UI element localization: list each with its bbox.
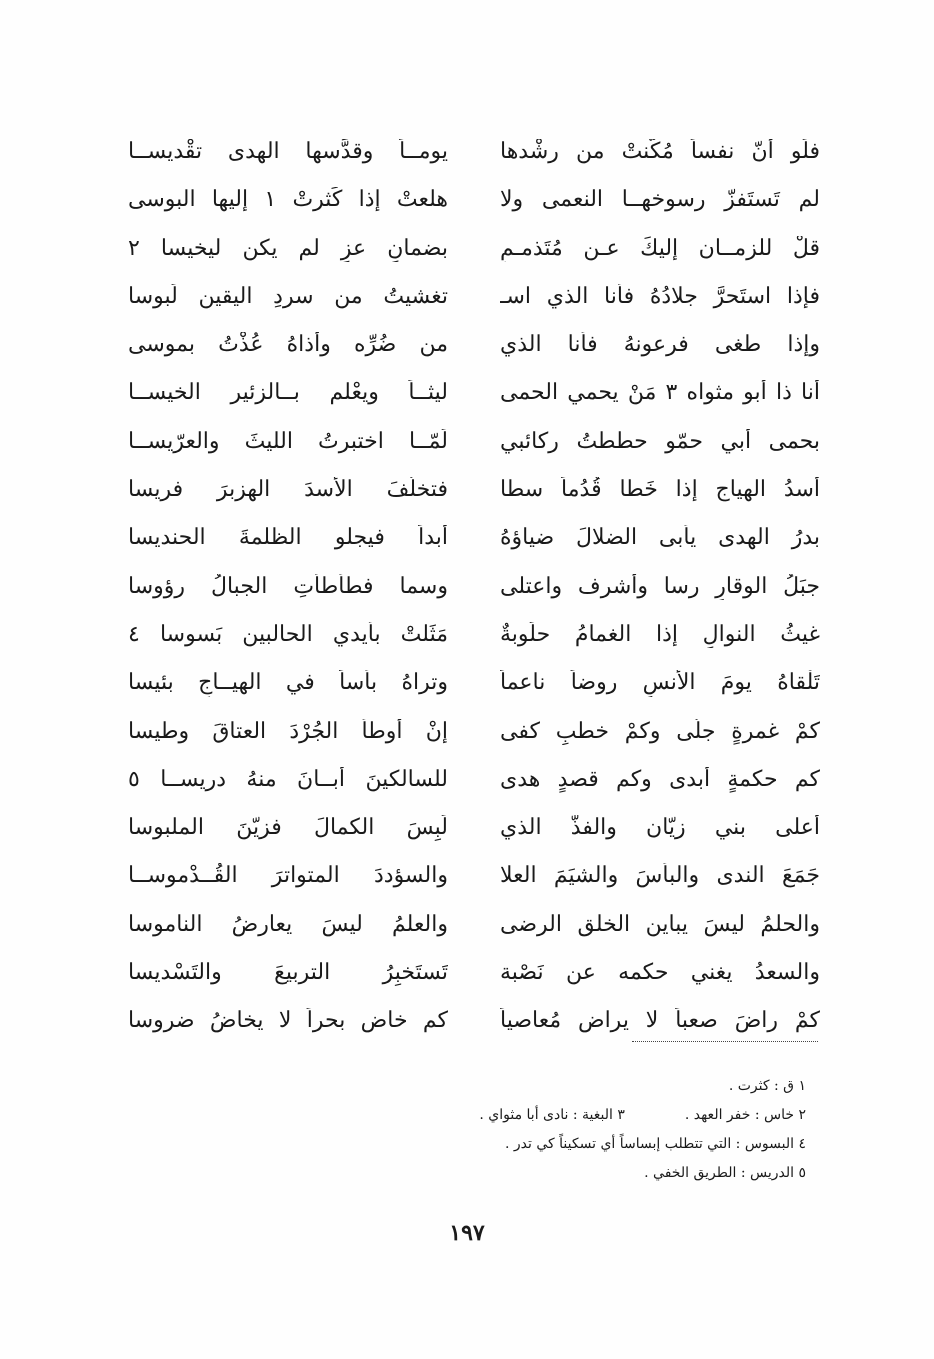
footnote: ٢ خاس : خفر العهد . [684,1107,806,1123]
verse-second-hemistich: وتراهُ بأساً في الهيــاجِ بئيسا [128,670,448,696]
verse-second-hemistich: والعلمُ ليسَ يعارضُ الناموسا [128,911,448,937]
verse-second-hemistich: بضمانِ عزٍ لم يكن ليخيسا ٢ [128,235,448,261]
verse-first-hemistich: أنا ذا أبو مثواه ٣ مَنْ يحمي الحمى [500,380,820,406]
footnote-row [246,1130,806,1159]
verse-first-hemistich: غيثُ النوالِ إذا الغمامُ حلَوبةٌ [500,621,820,647]
verse-second-hemistich: من ضُرِّه وأذاهُ عُذْتُ بموسى [128,332,448,358]
verse-first-hemistich: كم حكمةٍ أبدى وكم قصدٍ هدى [500,766,820,792]
verse [120,611,820,659]
verse-first-hemistich: جبَلُ الوقارِ رسا وأشرف واعتلى [500,573,820,599]
verse [120,321,820,369]
verse-second-hemistich: والسؤددَ المتواترَ القُــدْموســا [128,863,448,889]
verse [120,756,820,804]
verse [120,176,820,224]
verse-second-hemistich: للسالكينَ أبــانَ منهُ دريســا ٥ [128,766,448,792]
verse [120,466,820,514]
verse-first-hemistich: وإذا طغى فرعونهُ فأنا الذي [500,332,820,358]
verse [120,225,820,273]
verse [120,804,820,852]
verse-first-hemistich: فلَو أنّ نفساً مُكّنتْ من رشْدها [500,138,820,164]
footnote: ١ ق : كثرت . [728,1078,806,1094]
footnote-row [246,1159,806,1188]
verse [120,852,820,900]
verse-second-hemistich: يومــاً وقدَّسها الهدى تقْديســا [128,138,448,164]
verse-second-hemistich: وسما فطأطأتِ الجبالُ رؤوسا [128,573,448,599]
verse-second-hemistich: تغشيتُ من سردِ اليقينِ لَبوسا [128,283,448,309]
verse-first-hemistich: فإذا استَحرَّ جلادُهُ فأنا الذي اسـ [500,283,820,309]
verse-first-hemistich: بحمى أبي حمّو حططتُ ركائبي [500,428,820,454]
verse [120,563,820,611]
verse-first-hemistich: والحلمُ ليسَ يباين الخلق الرضى [500,911,820,937]
verse-second-hemistich: تَستَخبِرُ التربيعَ والتَسْديسا [128,960,448,985]
poem [120,128,820,1046]
verse-second-hemistich: كم خاض بحراً لا يخاضُ ضروسا [128,1008,448,1034]
page-number: ١٩٧ [449,1220,485,1246]
footnote: ٥ الدريس : الطريق الخفي . [644,1165,806,1181]
verse-first-hemistich: كمْ غمرةٍ جلّى وكمْ خطبٍ كفى [500,718,820,744]
verse-second-hemistich: فتخلّفَ الأسدَ الهزبرَ فريسا [128,477,448,503]
verse-second-hemistich: هلعتْ إذا كَثرتْ ١ إليها البوسى [128,187,448,213]
verse [120,901,820,949]
verse [120,369,820,417]
verse [120,659,820,707]
verse [120,128,820,176]
verse [120,997,820,1045]
verse-first-hemistich: أعلى بني زيّان والفذُّ الذي [500,815,820,841]
footnote-divider [632,1041,818,1042]
verse [120,418,820,466]
verse [120,949,820,997]
verse-first-hemistich: قلْ للزمــان إليكَ عـن مُتَذمـمٍ [500,235,820,261]
verse-second-hemistich: مَثَلتْ بأيدي الحالبين بَسوسا ٤ [128,621,448,647]
verse-first-hemistich: تَلْقاهُ يومَ الأنسِ روضاً ناعماً [500,670,820,696]
verse-first-hemistich: جَمَعَ الندى والبأسَ والشيَمَ العلا [500,863,820,889]
verse-second-hemistich: إنْ أوطأ الجُرْدَ العتاقَ وطيسا [128,718,448,744]
verse-first-hemistich: والسعدُ يغني حكمه عن نَصْبة [500,960,820,985]
verse [120,273,820,321]
footnotes [246,1072,806,1188]
verse-first-hemistich: بدرُ الهدى يأبى الضلالَ ضياؤهُ [500,525,820,551]
verse-first-hemistich: أسدُ الهياجِ إذا خَطا قُدُماً سطا [500,477,820,503]
verse-first-hemistich: لم تَستَفزّ رسوخهــا النعمى ولا [500,187,820,213]
footnote: ٣ البغية : نادى أبا مثواي . [479,1107,625,1123]
verse-second-hemistich: أبداً فيجلو الظلمةَ الحنديسا [128,525,448,551]
footnote-row [246,1072,806,1101]
verse-second-hemistich: لَبِسَ الكمالَ فزيّنَ الملبوسا [128,815,448,841]
verse [120,514,820,562]
footnote: ٤ البسوس : التي تتطلب إبساساً أي تسكيناً كي تدر . [505,1136,806,1152]
verse-first-hemistich: كمْ راضَ صعباً لا يراض مُعاصياً [500,1008,820,1034]
verse-second-hemistich: ليثــاً ويعْلم بــالزئير الخيســا [128,380,448,406]
verse-second-hemistich: لَمّــا اختبرتُ الليثَ والعرّيســا [128,428,448,454]
verse [120,708,820,756]
footnote-row [246,1101,806,1130]
